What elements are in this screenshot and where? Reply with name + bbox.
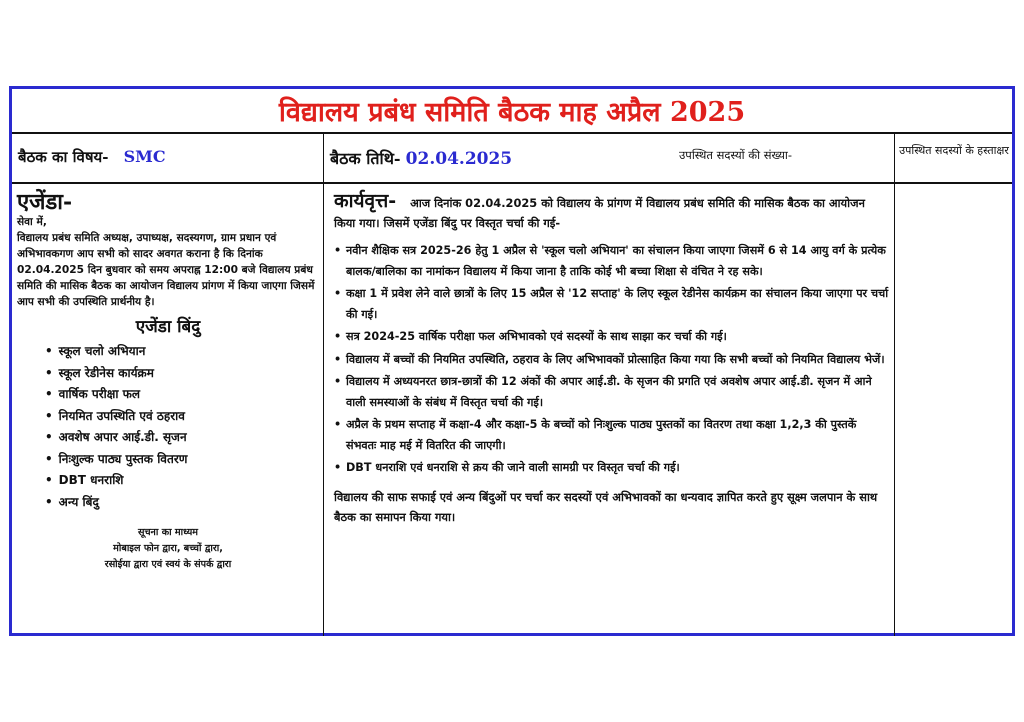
minutes-closing: विद्यालय की साफ सफाई एवं अन्य बिंदुओं पर चर्चा कर सदस्यों एवं अभिभावकों का धन्यवाद ज्ञापित करते हुए सूक्ष्म जलपान के साथ बैठक का समापन किया गया। — [334, 489, 878, 524]
agenda-intro: सेवा में, विद्यालय प्रबंध समिति अध्यक्ष, उपाध्यक्ष, सदस्यगण, ग्राम प्रधान एवं अभिभावकगण आप सभी को सादर अवगत कराना है कि दिनांक 02.04.2025 दिन बुधवार को समय अपराह्न 12:00 बजे विद्यालय प्रबंध समिति की मासिक बैठक का आयोजन विद्यालय प्रांगण में किया जाएगा जिसमें आप सभी की उपस्थिति प्रार्थनीय है। — [17, 216, 315, 308]
column-divider-1 — [323, 132, 324, 636]
list-item: • नियमित उपस्थिति एवं ठहराव — [45, 406, 319, 428]
list-item: • वार्षिक परीक्षा फल — [45, 384, 319, 406]
list-item: • अवशेष अपार आई.डी. सृजन — [45, 427, 319, 449]
meeting-sheet — [9, 86, 1015, 636]
list-item: • स्कूल चलो अभियान — [45, 341, 319, 363]
date-value: 02.04.2025 — [405, 149, 513, 169]
signature-area — [896, 184, 1012, 634]
page-title: विद्यालय प्रबंध समिति बैठक माह अप्रैल 2025 — [278, 97, 746, 128]
list-item: • अप्रैल के प्रथम सप्ताह में कक्षा-4 और कक्षा-5 के बच्चों को निःशुल्क पाठ्य पुस्तकों का वितरण तथा कक्षा 1,2,3 की पुस्तकें संभवतः माह मई में वितरित की जाएगी। — [334, 415, 889, 456]
list-item: • कक्षा 1 में प्रवेश लेने वाले छात्रों के लिए 15 अप्रैल से '12 सप्ताह' के लिए स्कूल रेडीनेस कार्यक्रम का संचालन किया जाएगा पर चर्चा की गई। — [334, 284, 889, 325]
agenda-points-heading: एजेंडा बिंदु — [135, 317, 201, 337]
list-item: • निःशुल्क पाठ्य पुस्तक वितरण — [45, 449, 319, 471]
list-item: • DBT धनराशि — [45, 470, 319, 492]
minutes-items — [334, 241, 889, 479]
list-item: • स्कूल रेडीनेस कार्यक्रम — [45, 363, 319, 385]
minutes-heading: कार्यवृत्त- — [334, 190, 397, 212]
list-item: • विद्यालय में बच्चों की नियमित उपस्थिति, ठहराव के लिए अभिभावकों प्रोत्साहित किया गया कि सभी बच्चों को नियमित विद्यालय भेजें। — [334, 350, 889, 371]
subject-value: SMC — [123, 147, 166, 166]
subject-label: बैठक का विषय- — [18, 148, 109, 166]
members-count-label: उपस्थित सदस्यों की संख्या- — [679, 148, 793, 162]
list-item: • विद्यालय में अध्ययनरत छात्र-छात्रों की 12 अंकों की अपार आई.डी. के सृजन की प्रगति एवं अवशेष अपार आई.डी. सृजन में आने वाली समस्याओं के संबंध में विस्तृत चर्चा की गई। — [334, 372, 889, 413]
meeting-subject — [18, 147, 318, 167]
list-item: • DBT धनराशि एवं धनराशि से क्रय की जाने वाली सामग्री पर विस्तृत चर्चा की गई। — [334, 458, 889, 479]
agenda-points — [45, 341, 319, 513]
list-item: • नवीन शैक्षिक सत्र 2025-26 हेतु 1 अप्रैल से 'स्कूल चलो अभियान' का संचालन किया जाएगा जिसमें 6 से 14 आयु वर्ग के प्रत्येक बालक/बालिका का नामांकन विद्यालय में किया जाना है ताकि कोई भी बच्चा शिक्षा से वंचित ने रह सके। — [334, 241, 889, 282]
header-divider — [12, 182, 1012, 184]
list-item: • अन्य बिंदु — [45, 492, 319, 514]
notice-title: सूचना का माध्यम — [137, 527, 199, 538]
minutes-intro: आज दिनांक 02.04.2025 को विद्यालय के प्रांगण में विद्यालय प्रबंध समिति की मासिक बैठक का आयोजन किया गया। जिसमें एजेंडा बिंदु पर विस्तृत चर्चा की गई- — [334, 196, 865, 230]
signature-label: उपस्थित सदस्यों के हस्ताक्षर — [899, 144, 1009, 157]
notice-block — [17, 525, 319, 573]
agenda-heading: एजेंडा- — [17, 189, 73, 215]
date-label: बैठक तिथि- — [330, 149, 401, 168]
list-item: • सत्र 2024-25 वार्षिक परीक्षा फल अभिभावको एवं सदस्यों के साथ साझा कर चर्चा की गई। — [334, 327, 889, 348]
column-divider-2 — [894, 132, 895, 636]
notice-line-1: मोबाइल फोन द्वारा, बच्चों द्वारा, — [113, 543, 223, 554]
agenda-section — [17, 186, 319, 573]
meeting-date — [330, 147, 670, 169]
notice-line-2: रसोईया द्वारा एवं स्वयं के संपर्क द्वारा — [104, 559, 232, 570]
title-divider — [12, 132, 1012, 134]
minutes-section — [334, 191, 889, 527]
